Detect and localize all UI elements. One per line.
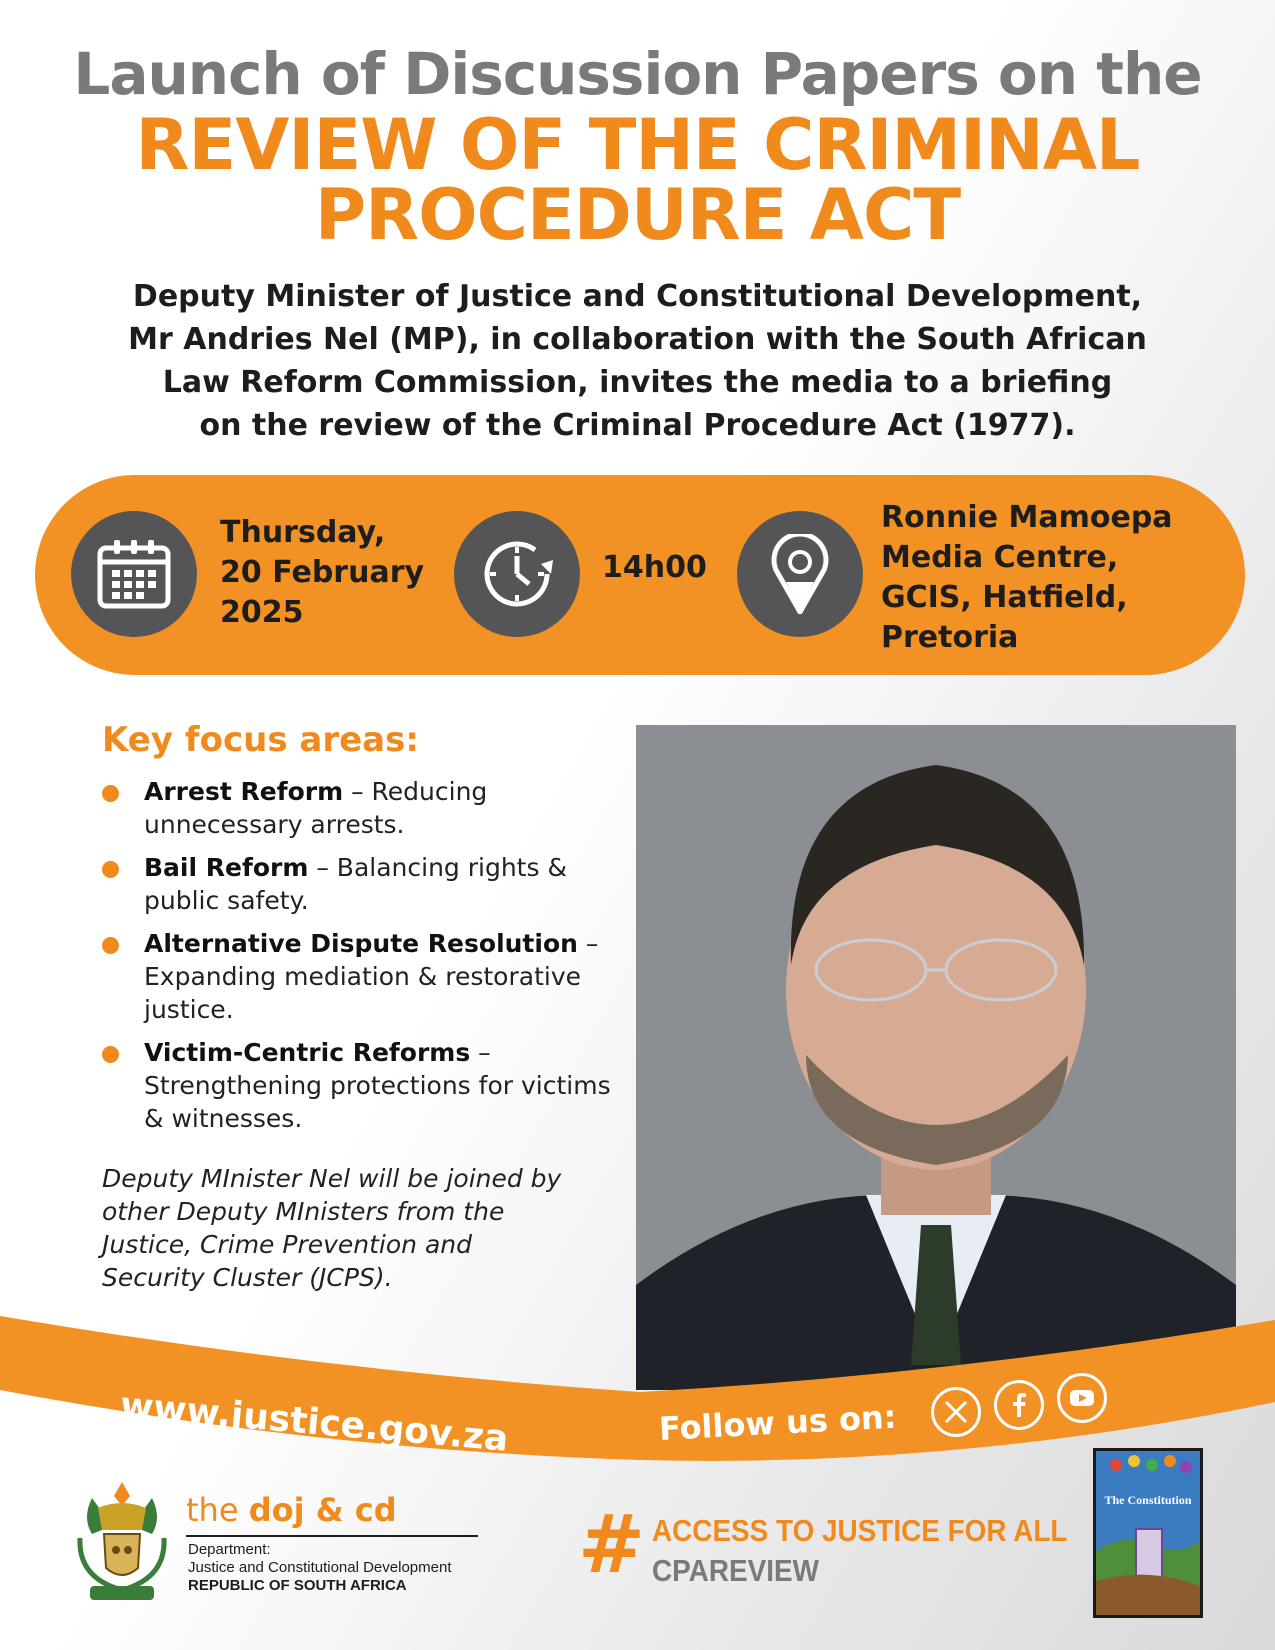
venue-line: Media Centre, xyxy=(881,540,1119,575)
coat-of-arms-icon xyxy=(72,1478,172,1606)
dept-line: Justice and Constitutional Development xyxy=(188,1559,452,1576)
event-time: 14h00 xyxy=(602,550,707,585)
intro-line: Mr Andries Nel (MP), in collaboration with the South African xyxy=(128,322,1147,357)
focus-item-title: Alternative Dispute Resolution xyxy=(144,929,578,958)
focus-item xyxy=(102,851,622,917)
intro-line: on the review of the Criminal Procedure Act (1977). xyxy=(199,408,1076,443)
x-icon[interactable] xyxy=(931,1387,981,1437)
date-line: 2025 xyxy=(220,595,304,630)
youtube-icon[interactable] xyxy=(1057,1373,1107,1423)
bullet-icon xyxy=(102,937,119,954)
key-focus-list xyxy=(102,775,622,1145)
event-date xyxy=(220,513,424,633)
title-line-2: REVIEW OF THE CRIMINAL xyxy=(135,104,1140,186)
title-main xyxy=(60,104,1215,256)
focus-item-title: Victim-Centric Reforms xyxy=(144,1038,471,1067)
venue-line: GCIS, Hatfield, xyxy=(881,580,1128,615)
focus-item-desc: – Balancing rights & public safety. xyxy=(144,853,567,915)
focus-item-title: Bail Reform xyxy=(144,853,309,882)
focus-item-desc: – Expanding mediation & restorative justice. xyxy=(144,929,599,1024)
clock-icon xyxy=(454,511,580,637)
book-title: The Constitution xyxy=(1104,1493,1192,1507)
hashtag-icon: # xyxy=(578,1498,646,1591)
dept-line: REPUBLIC OF SOUTH AFRICA xyxy=(188,1577,407,1594)
focus-item-desc: – Strengthening protections for victims & witnesses. xyxy=(144,1038,611,1133)
hashtag-line-2: CPAREVIEW xyxy=(652,1553,819,1588)
bullet-icon xyxy=(102,785,119,802)
bullet-icon xyxy=(102,861,119,878)
doj-logo-text xyxy=(186,1491,397,1529)
focus-item xyxy=(102,927,622,1026)
bullet-icon xyxy=(102,1046,119,1063)
intro-line: Law Reform Commission, invites the media to a briefing xyxy=(162,365,1113,400)
intro-line: Deputy Minister of Justice and Constitutional Development, xyxy=(132,279,1143,314)
focus-item-title: Arrest Reform xyxy=(144,777,344,806)
website-link[interactable]: www.justice.gov.za xyxy=(118,1385,511,1460)
date-line: Thursday, xyxy=(220,515,386,550)
facebook-icon[interactable] xyxy=(994,1380,1044,1430)
constitution-book-cover xyxy=(1093,1448,1203,1618)
event-venue xyxy=(881,498,1173,658)
venue-line: Pretoria xyxy=(881,620,1019,655)
intro-paragraph xyxy=(90,275,1185,447)
title-line-3: PROCEDURE ACT xyxy=(314,174,961,256)
department-name xyxy=(188,1541,451,1595)
location-pin-icon xyxy=(737,511,863,637)
follow-us-label: Follow us on: xyxy=(658,1397,898,1448)
focus-item xyxy=(102,1036,622,1135)
key-focus-heading: Key focus areas: xyxy=(102,720,419,760)
hashtag-line-1: ACCESS TO JUSTICE FOR ALL xyxy=(652,1513,1068,1548)
doj-name: doj & cd xyxy=(248,1491,397,1529)
calendar-icon xyxy=(71,511,197,637)
dept-line: Department: xyxy=(188,1541,271,1558)
joined-note: Deputy MInister Nel will be joined by other Deputy MInisters from the Justice, Crime Prevention and Security Cluster (JCPS). xyxy=(102,1164,562,1292)
deputy-minister-photo xyxy=(636,725,1236,1390)
focus-item-desc: – Reducing unnecessary arrests. xyxy=(144,777,488,839)
title-line-1: Launch of Discussion Papers on the xyxy=(73,40,1202,108)
doj-the: the xyxy=(186,1491,249,1529)
focus-item xyxy=(102,775,622,841)
venue-line: Ronnie Mamoepa xyxy=(881,500,1173,535)
divider xyxy=(186,1535,478,1537)
date-line: 20 February xyxy=(220,555,425,590)
